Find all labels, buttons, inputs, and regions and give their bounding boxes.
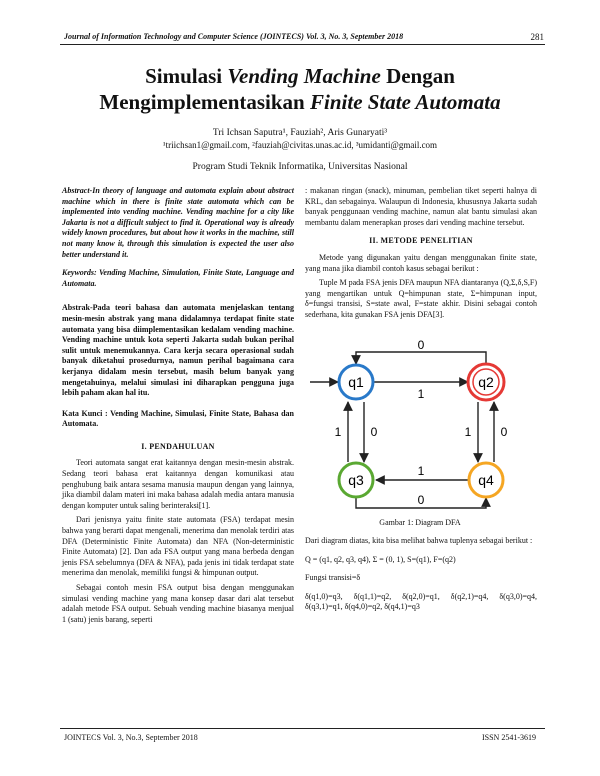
- edge-q2-q1: [356, 352, 486, 364]
- section-heading-metode: II. METODE PENELITIAN: [369, 236, 473, 246]
- edge-label: 0: [417, 493, 425, 507]
- state-q4: [469, 463, 503, 497]
- paper-title-line-1: Simulasi Vending Machine Dengan: [145, 64, 455, 88]
- edge-label: 1: [417, 387, 425, 401]
- right-column-top: [305, 186, 537, 325]
- paragraph: Teori automata sangat erat kaitannya dengan mesin-mesin abstrak. Sedang teori bahasa erat kaitannya dengan komunikasi atau penghubung baik antara sesama manusia maupun dengan yang lainnya, jika diambil dalam materi ini maka bahasa adalah media antara manusia dengan komputer untuk saling berinteraksi[1].: [62, 458, 294, 510]
- author-names: Tri Ichsan Saputra¹, Fauziah², Aris Gunaryati³: [212, 128, 388, 138]
- svg-text:q2: q2: [478, 374, 494, 390]
- keywords-indonesian: Kata Kunci : Vending Machine, Simulasi, Finite State, Bahasa dan Automata.: [62, 408, 294, 429]
- state-q2: [468, 364, 504, 400]
- page-number: 281: [530, 32, 544, 42]
- svg-text:q3: q3: [348, 472, 364, 488]
- transition-function-label: Fungsi transisi=δ: [305, 573, 361, 583]
- header-rule: [60, 44, 545, 45]
- footer-rule: [60, 728, 545, 729]
- state-q1: [339, 365, 373, 399]
- running-header: [64, 32, 544, 41]
- footer-journal: JOINTECS Vol. 3, No.3, September 2018: [64, 733, 198, 742]
- paragraph: Sebagai contoh mesin FSA output bisa dengan menggunakan simulasi vending machine yang mana konsep dasar dari alat tersebut adalah metode FSA output. Sebuah vending machine biasanya menjual 1 (satu) jenis barang, seperti: [62, 583, 294, 624]
- affiliation: Program Studi Teknik Informatika, Universitas Nasional: [192, 162, 408, 172]
- section-heading-pendahuluan: I. PENDAHULUAN: [141, 441, 215, 451]
- tuple-definition: Q = (q1, q2, q3, q4), Σ = (0, 1), S=(q1), F=(q2): [305, 554, 456, 564]
- transition-list: δ(q1,0)=q3, δ(q1,1)=q2, δ(q2,0)=q1, δ(q2,1)=q4, δ(q3,0)=q4, δ(q3,1)=q1, δ(q4,0)=q2, δ(q4,1)=q3: [305, 591, 537, 612]
- footer-issn: ISSN 2541-3619: [481, 733, 536, 742]
- edge-label: 1: [417, 464, 425, 478]
- right-column-bottom: [305, 536, 537, 617]
- edge-label: 1: [334, 425, 342, 439]
- edge-label: 0: [417, 340, 425, 352]
- abstract-english: Abstract-In theory of language and automata explain about abstract machine which in there is finite state automata which can be implemented into vending machine. Vending machine for a city like Jakarta is not a difficult subject to find it. Operational way is already widely known procedures, but about how it works in the machine, still not many know it, through this simulation is expected the user also better understand it.: [62, 186, 294, 259]
- abstract-indonesian: Abstrak-Pada teori bahasa dan automata menjelaskan tentang mesin-mesin abstrak yang mana didalamnya terdapat finite state automata yang bisa diimplementasikan kedalam vending machine. Vending machine untuk kota seperti Jakarta sudah bukan perihal sulit untuk menemukannya. Cara kerja secara operasional sudah banyak diketahui prosedurnya, namun perihal bagaimana cara kerjanya didalam mesin tersebut, masih belum banyak yang mengetahuinya, melalui simulasi ini diharapkan pengguna juga lebih paham akan hal itu.: [62, 303, 294, 398]
- edge-label: 0: [500, 425, 508, 439]
- edge-label: 0: [370, 425, 378, 439]
- left-column: [62, 186, 294, 629]
- paragraph: Dari jenisnya yaitu finite state automata (FSA) terdapat mesin bahwa yang berarti dapat mengenali, menerima dan menolak terdiri atas DFA (Deterministic Finite Automata) dan NFA (Non-deterministic Finite Automata) [2]. Dan ada FSA output yang mana berbeda dengan jenis FSA sebelumnya (DFA & NFA), pada jenis ini tidak terdapat state menerima dan menolak, memiliki fungsi & himpunan output.: [62, 515, 294, 578]
- paragraph: Dari diagram diatas, kita bisa melihat bahwa tuplenya sebagai berikut :: [305, 536, 533, 545]
- state-q3: [339, 463, 373, 497]
- paragraph: Tuple M pada FSA jenis DFA maupun NFA diantaranya (Q,Σ,δ,S,F) yang mengartikan untuk Q=himpunan state, Σ=himpunan input, δ=fungsi transisi, S=state awal, F=state akhir. Disini sebagai contoh sederhana, kita gunakan FSA jenis DFA[3].: [305, 278, 537, 319]
- dfa-diagram: [308, 340, 536, 515]
- journal-title: Journal of Information Technology and Computer Science (JOINTECS) Vol. 3, No. 3, September 2018: [64, 32, 404, 41]
- paragraph: Metode yang digunakan yaitu dengan menggunakan finite state, yang mana jika diambil contoh kasus sebagai berikut :: [305, 252, 537, 273]
- edge-label: 1: [464, 425, 472, 439]
- svg-text:q1: q1: [348, 374, 364, 390]
- author-emails: ¹triichsan1@gmail.com, ²fauziah@civitas.unas.ac.id, ³umidanti@gmail.com: [162, 140, 438, 150]
- keywords-english: Keywords: Vending Machine, Simulation, Finite State, Language and Automata.: [62, 268, 294, 288]
- figure-caption: Gambar 1: Diagram DFA: [379, 518, 461, 527]
- svg-text:q4: q4: [478, 472, 494, 488]
- paragraph: : makanan ringan (snack), minuman, pembelian tiket seperti halnya di KRL, dan sebagainya. Walaupun di Indonesia, khususnya Jakarta sudah banyak penggunaan vending machine, namun alat bantu simulasi akan membantu dalam menerapkan proses dari vending machine tersebut.: [305, 186, 537, 227]
- paper-title-line-2: Mengimplementasikan Finite State Automata: [99, 90, 501, 114]
